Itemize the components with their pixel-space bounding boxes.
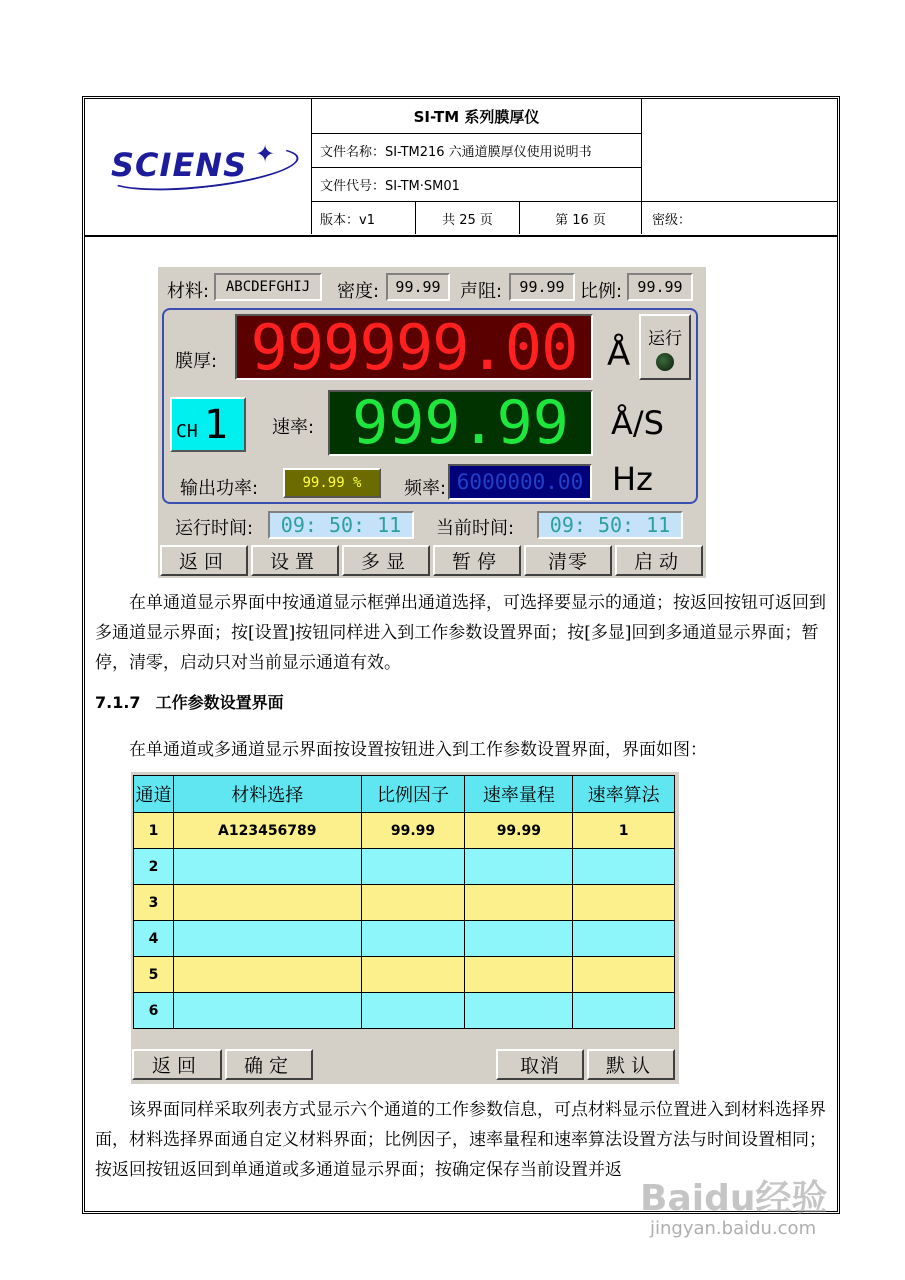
run-time-display: 09: 50: 11: [268, 511, 414, 539]
table-row: [134, 813, 675, 849]
paragraph-3: 该界面同样采取列表方式显示六个通道的工作参数信息，可点材料显示位置进入到材料选择界面，材料选择界面通自定义材料界面；比例因子，速率量程和速率算法设置方法与时间设置相同；按返回按钮返回到单通道或多通道显示界面；按确定保存当前设置并返: [95, 1100, 826, 1180]
channel-prefix: CH: [176, 421, 198, 442]
rate-range-cell[interactable]: [465, 921, 573, 957]
ratio-cell[interactable]: [361, 993, 465, 1029]
ratio-cell[interactable]: [361, 957, 465, 993]
watermark-url: jingyan.baidu.com: [650, 1218, 817, 1239]
material-field[interactable]: ABCDEFGHIJ: [214, 273, 322, 301]
table-row: [134, 993, 675, 1029]
section-number: 7.1.7: [95, 693, 141, 712]
settings-button[interactable]: 设置: [251, 545, 339, 576]
thickness-label: 膜厚:: [175, 351, 218, 372]
file-code: 文件代号：SI-TM·SM01: [311, 168, 641, 201]
material-label: 材料:: [167, 281, 210, 302]
channel-cell: 5: [134, 957, 174, 993]
rate-range-cell[interactable]: [465, 885, 573, 921]
rate-algorithm-cell[interactable]: 1: [573, 813, 675, 849]
pause-button[interactable]: 暂停: [433, 545, 521, 576]
rate-algorithm-cell[interactable]: [573, 993, 675, 1029]
channel-cell: 6: [134, 993, 174, 1029]
ratio-cell[interactable]: [361, 849, 465, 885]
thickness-unit: Å: [607, 334, 631, 374]
column-header: 比例因子: [361, 776, 465, 813]
column-header: 速率算法: [573, 776, 675, 813]
channel-cell: 1: [134, 813, 174, 849]
rate-label: 速率:: [272, 417, 315, 438]
back-button[interactable]: 返回: [132, 1049, 222, 1080]
material-cell[interactable]: [173, 849, 361, 885]
table-row: [134, 885, 675, 921]
rate-display: 999.99: [328, 390, 593, 456]
security-level: 密级：: [641, 202, 837, 234]
rate-algorithm-cell[interactable]: [573, 849, 675, 885]
rate-unit: Å/S: [611, 404, 664, 442]
ratio-field[interactable]: 99.99: [627, 273, 693, 301]
section-title: 工作参数设置界面: [155, 693, 284, 712]
rate-range-cell[interactable]: [465, 957, 573, 993]
power-label: 输出功率:: [180, 478, 259, 499]
impedance-field[interactable]: 99.99: [509, 273, 575, 301]
run-led-icon: [656, 353, 674, 371]
ratio-label: 比例:: [580, 281, 623, 302]
material-cell[interactable]: [173, 957, 361, 993]
paragraph-1: 在单通道显示界面中按通道显示框弹出通道选择，可选择要显示的通道；按返回按钮可返回到多通道显示界面；按[设置]按钮同样进入到工作参数设置界面；按[多显]回到多通道显示界面；暂停，清零，启动只对当前显示通道有效。: [95, 593, 826, 673]
version: 版本：v1: [311, 202, 415, 234]
run-time-label: 运行时间:: [175, 518, 254, 539]
section-heading: [95, 690, 284, 713]
thickness-display: 999999.00: [235, 314, 593, 380]
ratio-cell[interactable]: 99.99: [361, 813, 465, 849]
rate-range-cell[interactable]: [465, 849, 573, 885]
rate-range-cell[interactable]: [465, 993, 573, 1029]
table-row: [134, 957, 675, 993]
current-time-display: 09: 50: 11: [537, 511, 683, 539]
table-row: [134, 921, 675, 957]
ratio-cell[interactable]: [361, 921, 465, 957]
clear-button[interactable]: 清零: [524, 545, 612, 576]
start-button[interactable]: 启动: [615, 545, 703, 576]
freq-label: 频率:: [404, 478, 447, 499]
channel-cell: 3: [134, 885, 174, 921]
current-time-label: 当前时间:: [436, 518, 515, 539]
material-cell[interactable]: [173, 921, 361, 957]
watermark-brand: Baidu经验: [640, 1178, 828, 1219]
frequency-display: 6000000.00: [448, 464, 592, 500]
impedance-label: 声阻:: [460, 281, 503, 302]
frequency-unit: Hz: [612, 460, 653, 498]
density-label: 密度:: [337, 281, 380, 302]
channel-number: 1: [203, 401, 228, 448]
multi-display-button[interactable]: 多显: [342, 545, 430, 576]
rate-range-cell[interactable]: 99.99: [465, 813, 573, 849]
column-header: 速率量程: [465, 776, 573, 813]
rate-algorithm-cell[interactable]: [573, 957, 675, 993]
table-header: [134, 776, 675, 813]
parameter-table: [133, 775, 675, 1029]
total-pages: 共 25 页: [415, 202, 519, 234]
rate-algorithm-cell[interactable]: [573, 885, 675, 921]
channel-cell: 4: [134, 921, 174, 957]
table-row: [134, 849, 675, 885]
channel-cell: 2: [134, 849, 174, 885]
star-icon: ✦: [255, 140, 276, 168]
material-cell[interactable]: [173, 885, 361, 921]
column-header: 通道: [134, 776, 174, 813]
default-button[interactable]: 默认: [587, 1049, 675, 1080]
power-display[interactable]: 99.99 %: [283, 468, 381, 498]
column-header: 材料选择: [173, 776, 361, 813]
density-field[interactable]: 99.99: [386, 273, 450, 301]
doc-title: SI-TM 系列膜厚仪: [311, 99, 641, 133]
paragraph-2: 在单通道或多通道显示界面按设置按钮进入到工作参数设置界面，界面如图：: [129, 740, 707, 760]
run-indicator: [639, 314, 691, 380]
run-label: 运行: [648, 328, 682, 349]
confirm-button[interactable]: 确定: [225, 1049, 313, 1080]
back-button[interactable]: 返回: [160, 545, 248, 576]
ratio-cell[interactable]: [361, 885, 465, 921]
rate-algorithm-cell[interactable]: [573, 921, 675, 957]
cancel-button[interactable]: 取消: [496, 1049, 584, 1080]
channel-selector[interactable]: [170, 397, 246, 452]
material-cell[interactable]: [173, 993, 361, 1029]
sciens-logo: SCIENS: [105, 140, 300, 195]
page-number: 第 16 页: [519, 202, 641, 234]
material-cell[interactable]: A123456789: [173, 813, 361, 849]
file-name: 文件名称：SI-TM216 六通道膜厚仪使用说明书: [311, 134, 641, 167]
